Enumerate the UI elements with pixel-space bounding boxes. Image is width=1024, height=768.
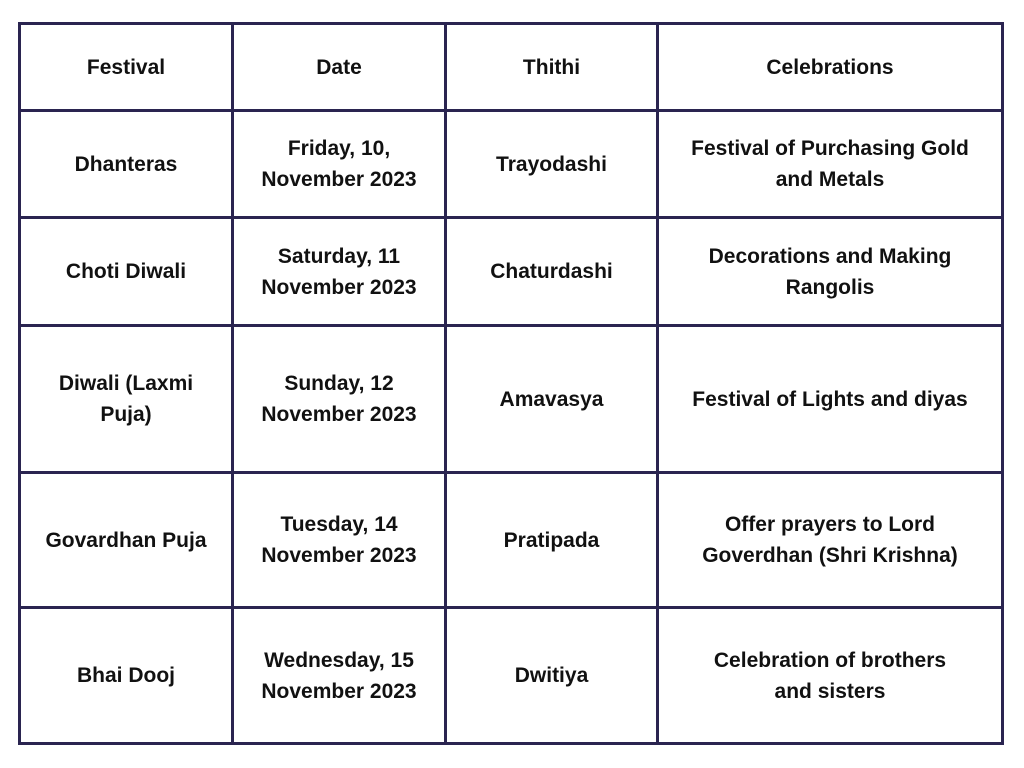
- date-line2: November 2023: [261, 403, 417, 426]
- cell-celebrations: [658, 218, 1003, 326]
- cell-date: [233, 473, 446, 608]
- festival-table: [18, 22, 1004, 745]
- celebrations-line1: Offer prayers to Lord: [724, 513, 936, 536]
- date-line1: Friday, 10,: [287, 137, 391, 160]
- celebrations-line1: Festival of Purchasing Gold: [691, 137, 969, 160]
- header-celebrations: Celebrations: [658, 24, 1003, 111]
- cell-celebrations: [658, 473, 1003, 608]
- cell-thithi: [446, 608, 658, 744]
- date-line2: November 2023: [261, 544, 417, 567]
- date-line1: Tuesday, 14: [280, 513, 398, 536]
- festival-text: Govardhan Puja: [45, 528, 207, 552]
- cell-festival: [20, 608, 233, 744]
- cell-date: [233, 218, 446, 326]
- header-date: Date: [233, 24, 446, 111]
- cell-thithi: [446, 473, 658, 608]
- header-festival: Festival: [20, 24, 233, 111]
- cell-celebrations: [658, 111, 1003, 218]
- date-line1: Sunday, 12: [284, 372, 394, 395]
- cell-thithi: [446, 326, 658, 473]
- celebrations-text: Festival of Lights and diyas: [692, 387, 968, 411]
- date-line1: Wednesday, 15: [264, 648, 414, 672]
- cell-festival: [20, 111, 233, 218]
- celebrations-line2: and sisters: [774, 679, 886, 703]
- festival-line2: Puja): [100, 403, 152, 426]
- cell-date: [233, 608, 446, 744]
- festival-text: Choti Diwali: [65, 260, 187, 283]
- cell-festival: [20, 473, 233, 608]
- date-line2: November 2023: [261, 168, 417, 191]
- cell-festival: [20, 218, 233, 326]
- table-row: [20, 608, 1003, 744]
- table-row: [20, 218, 1003, 326]
- cell-celebrations: [658, 326, 1003, 473]
- thithi-text: Chaturdashi: [490, 260, 613, 283]
- table-row: [20, 473, 1003, 608]
- table-row: [20, 111, 1003, 218]
- festival-text: Dhanteras: [74, 152, 178, 176]
- cell-festival: [20, 326, 233, 473]
- cell-date: [233, 111, 446, 218]
- celebrations-line2: and Metals: [775, 168, 885, 191]
- date-line1: Saturday, 11: [277, 244, 401, 268]
- cell-date: [233, 326, 446, 473]
- celebrations-line2: Goverdhan (Shri Krishna): [702, 544, 958, 567]
- table-row: [20, 326, 1003, 473]
- thithi-text: Trayodashi: [496, 152, 607, 176]
- cell-thithi: [446, 218, 658, 326]
- celebrations-line2: Rangolis: [785, 275, 875, 299]
- cell-thithi: [446, 111, 658, 218]
- thithi-text: Amavasya: [499, 387, 604, 411]
- date-line2: November 2023: [261, 679, 417, 703]
- header-thithi: Thithi: [446, 24, 658, 111]
- date-line2: November 2023: [261, 275, 417, 299]
- cell-celebrations: [658, 608, 1003, 744]
- celebrations-line1: Celebration of brothers: [713, 648, 947, 672]
- festival-text: Bhai Dooj: [77, 664, 175, 687]
- table-header-row: [20, 24, 1003, 111]
- thithi-text: Dwitiya: [514, 664, 589, 687]
- festival-line1: Diwali (Laxmi: [58, 372, 194, 395]
- thithi-text: Pratipada: [503, 528, 600, 552]
- celebrations-line1: Decorations and Making: [708, 244, 952, 268]
